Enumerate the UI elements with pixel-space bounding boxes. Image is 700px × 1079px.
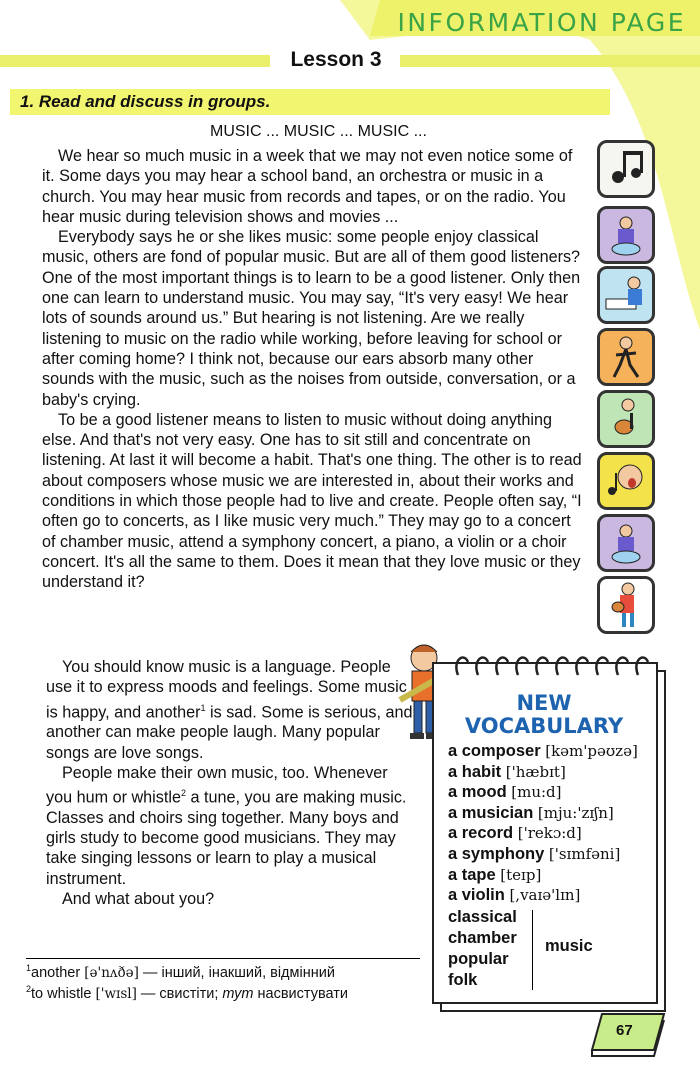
music-notes-icon xyxy=(597,140,655,198)
paragraph: And what about you? xyxy=(62,890,215,909)
pianist-icon xyxy=(597,266,655,324)
footnote: $^1$another [ə'nʌðə] — інший, інакший, відмінний xyxy=(26,963,335,981)
vocab-item: a record ['rekɔ:d] xyxy=(448,824,582,843)
vocab-item: a symphony ['sɪmfəni] xyxy=(448,844,621,863)
music-type: classical xyxy=(448,908,517,926)
footnote: $^2$to whistle ['wɪsl] — свистіти; тут насвистувати xyxy=(26,984,348,1002)
paragraph: People make their own music, too. Whenever you hum or whistle$^2$ a tune, you are making music. Classes and choirs sing together. Many boys and girls study to become good musicians. They may take singing lessons or learn to play a musical instrument. xyxy=(46,763,407,888)
footnote-divider xyxy=(26,958,420,959)
footnote-ref: 2 xyxy=(180,788,186,799)
vocab-item: a composer [kəm'pəʊzə] xyxy=(448,742,638,760)
vocab-item: a habit ['hæbɪt] xyxy=(448,762,566,781)
guitar-player-icon xyxy=(597,576,655,634)
music-type: folk xyxy=(448,971,478,989)
music-label: music xyxy=(545,937,593,955)
article-body-continued xyxy=(46,657,416,909)
paragraph: To be a good listener means to listen to music without doing anything else. And that's not very easy. One has to sit still and concentrate on listening. At last it will become a habit. That's one thing. The other is to read about composers whose music we are interested in, about their works and conditions in which those people had to live and create. People often say, “I often go to concerts, as I like music very much.” They may go to a concert of chamber music, attend a symphony concert, a piano, a violin or a choir concert. It's all the same to them. Does it mean that they love music or they understand it? xyxy=(42,410,582,592)
paragraph: We hear so much music in a week that we may not even notice some of it. Some days you may hear a school band, an orchestra or music in a church. You may hear music from records and tapes, or on the radio. You hear music during television shows and movies ... xyxy=(42,147,573,226)
music-types xyxy=(448,907,517,991)
music-type: chamber xyxy=(448,929,517,947)
drummer-icon xyxy=(597,514,655,572)
vocabulary-list xyxy=(448,741,638,906)
singer-icon xyxy=(597,452,655,510)
footnote-ref: 1 xyxy=(200,702,206,713)
music-type: popular xyxy=(448,950,509,968)
notebook-spiral xyxy=(450,650,660,680)
article-body xyxy=(42,146,586,593)
page-section-title: INFORMATION PAGE xyxy=(397,8,686,37)
paragraph: Everybody says he or she likes music: some people enjoy classical music, others are fond of popular music. But are all of them good listeners? One of the most important things is to learn to be a good listener. Only then one can learn to understand music. You may say, “It's very easy! We hear lots of sounds around us.” But hearing is not listening. Are we really listening to music on the radio while working, before leaving for school or after coming home? I think not, because our ears absorb many other sounds with the music, such as the noises from outside, conversation, or a baby's crying. xyxy=(42,228,581,409)
vocab-item: a violin [,vaɪə'lɪn] xyxy=(448,886,581,905)
drummer-icon xyxy=(597,206,655,264)
vocab-item: a tape [teɪp] xyxy=(448,865,542,884)
guitarist-icon xyxy=(597,390,655,448)
bracket-divider xyxy=(532,910,533,990)
paragraph: You should know music is a language. People use it to express moods and feelings. Some music is happy, and another$^1$ is sad. Some is serious, and another can make people laugh. Many popular songs are love songs. xyxy=(46,658,413,762)
lesson-title: Lesson 3 xyxy=(290,48,382,71)
vocab-item: a musician [mju:'zɪʃn] xyxy=(448,803,614,822)
dancer-icon xyxy=(597,328,655,386)
task-heading: 1. Read and discuss in groups. xyxy=(10,89,610,115)
vocabulary-title: NEW VOCABULARY xyxy=(464,691,624,738)
vocab-item: a mood [mu:d] xyxy=(448,783,562,802)
page-number: 67 xyxy=(616,1022,633,1039)
article-title: MUSIC ... MUSIC ... MUSIC ... xyxy=(210,123,427,140)
